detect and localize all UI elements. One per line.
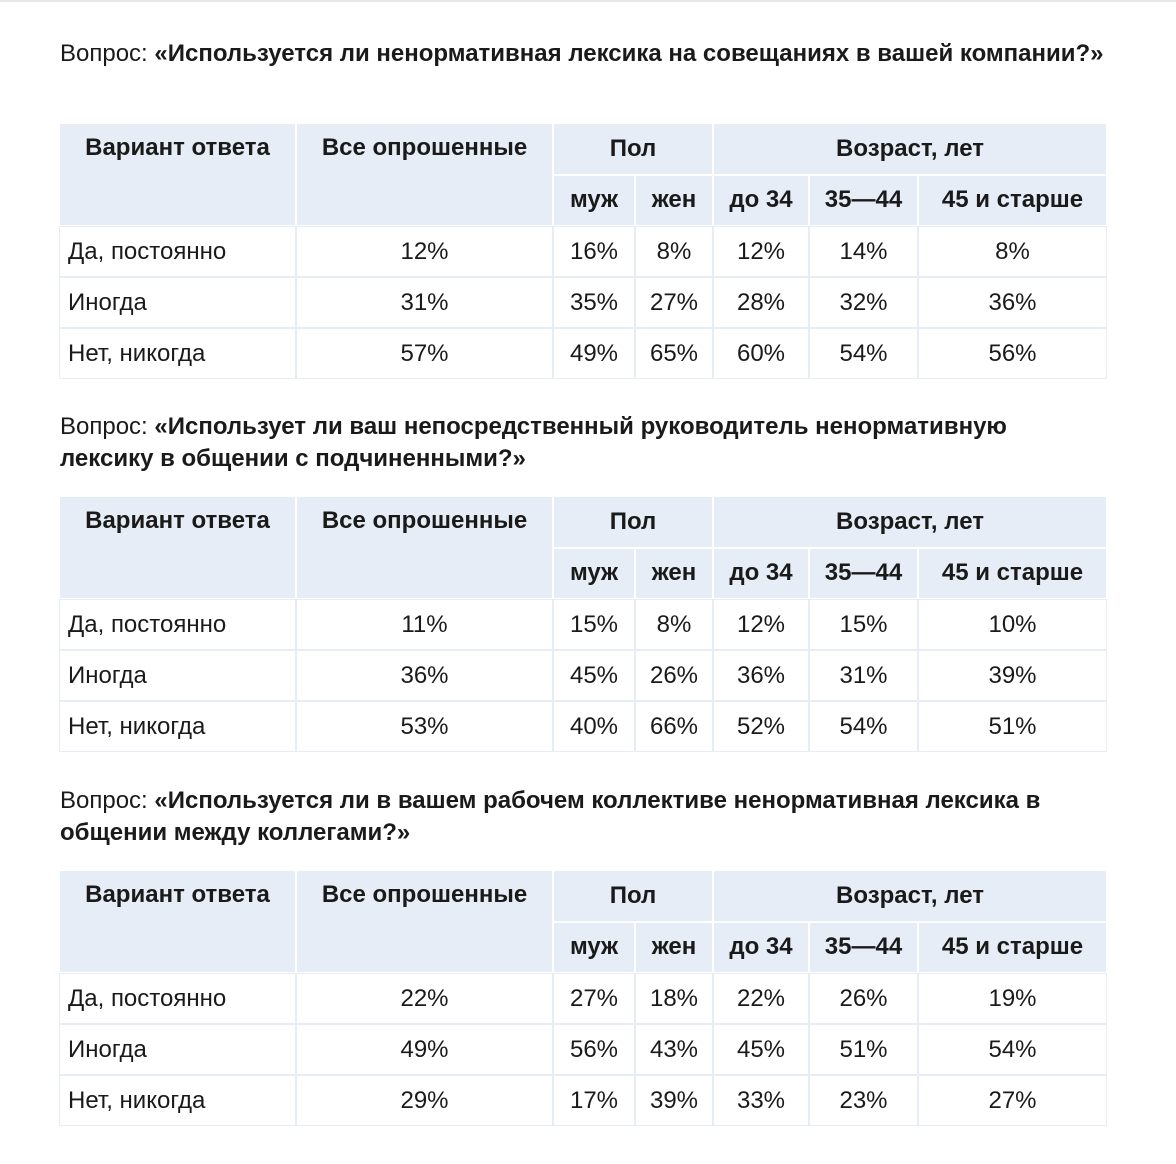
cell-age-45-plus: 10% xyxy=(919,600,1106,649)
cell-age-under-34: 36% xyxy=(714,651,808,700)
row-label: Иногда xyxy=(60,651,295,700)
header-age: Возраст, лет xyxy=(714,497,1106,547)
header-answer: Вариант ответа xyxy=(60,124,295,225)
survey-section-2 xyxy=(60,411,1104,753)
cell-age-35-44: 54% xyxy=(810,702,917,751)
cell-female: 26% xyxy=(636,651,712,700)
table-row xyxy=(60,1025,1106,1074)
table-row xyxy=(60,1076,1106,1125)
header-female: жен xyxy=(636,923,712,973)
cell-male: 56% xyxy=(554,1025,634,1074)
question-text xyxy=(60,411,1104,475)
header-answer: Вариант ответа xyxy=(60,497,295,598)
table-row xyxy=(60,227,1106,276)
cell-female: 39% xyxy=(636,1076,712,1125)
cell-all: 31% xyxy=(297,278,552,327)
survey-section-3 xyxy=(60,785,1104,1127)
cell-male: 35% xyxy=(554,278,634,327)
table-row xyxy=(60,278,1106,327)
cell-age-35-44: 32% xyxy=(810,278,917,327)
cell-age-under-34: 12% xyxy=(714,600,808,649)
cell-age-35-44: 54% xyxy=(810,329,917,378)
header-age-45-plus: 45 и старше xyxy=(919,923,1106,973)
table-row xyxy=(60,702,1106,751)
cell-age-35-44: 31% xyxy=(810,651,917,700)
cell-age-35-44: 14% xyxy=(810,227,917,276)
table-row xyxy=(60,974,1106,1023)
cell-age-45-plus: 51% xyxy=(919,702,1106,751)
top-divider xyxy=(0,0,1176,2)
cell-male: 15% xyxy=(554,600,634,649)
row-label: Да, постоянно xyxy=(60,227,295,276)
cell-age-35-44: 15% xyxy=(810,600,917,649)
survey-section-1 xyxy=(60,38,1104,380)
cell-male: 40% xyxy=(554,702,634,751)
header-age: Возраст, лет xyxy=(714,124,1106,174)
header-age-45-plus: 45 и старше xyxy=(919,549,1106,599)
cell-age-45-plus: 39% xyxy=(919,651,1106,700)
cell-female: 8% xyxy=(636,600,712,649)
row-label: Иногда xyxy=(60,1025,295,1074)
header-male: муж xyxy=(554,923,634,973)
header-male: муж xyxy=(554,176,634,226)
cell-age-under-34: 45% xyxy=(714,1025,808,1074)
question-lead: Вопрос: xyxy=(60,40,148,67)
cell-male: 49% xyxy=(554,329,634,378)
table-row xyxy=(60,600,1106,649)
row-label: Нет, никогда xyxy=(60,702,295,751)
header-sex: Пол xyxy=(554,124,712,174)
cell-age-under-34: 12% xyxy=(714,227,808,276)
cell-age-under-34: 22% xyxy=(714,974,808,1023)
header-all: Все опрошенные xyxy=(297,124,552,225)
header-age-35-44: 35—44 xyxy=(810,923,917,973)
header-sex: Пол xyxy=(554,871,712,921)
header-age-35-44: 35—44 xyxy=(810,549,917,599)
results-table xyxy=(58,122,1108,380)
header-female: жен xyxy=(636,176,712,226)
question-title: «Используется ли в вашем рабочем коллективе ненормативная лексика в общении между коллегами?» xyxy=(60,787,1041,846)
cell-age-45-plus: 8% xyxy=(919,227,1106,276)
table-row xyxy=(60,651,1106,700)
cell-age-under-34: 33% xyxy=(714,1076,808,1125)
header-age-under-34: до 34 xyxy=(714,549,808,599)
cell-age-under-34: 60% xyxy=(714,329,808,378)
cell-age-45-plus: 27% xyxy=(919,1076,1106,1125)
cell-age-35-44: 51% xyxy=(810,1025,917,1074)
cell-male: 27% xyxy=(554,974,634,1023)
header-female: жен xyxy=(636,549,712,599)
cell-female: 27% xyxy=(636,278,712,327)
cell-female: 43% xyxy=(636,1025,712,1074)
cell-male: 17% xyxy=(554,1076,634,1125)
cell-all: 49% xyxy=(297,1025,552,1074)
question-text xyxy=(60,38,1104,102)
cell-age-under-34: 52% xyxy=(714,702,808,751)
cell-age-35-44: 23% xyxy=(810,1076,917,1125)
header-male: муж xyxy=(554,549,634,599)
cell-all: 22% xyxy=(297,974,552,1023)
question-title: «Использует ли ваш непосредственный руководитель ненормативную лексику в общении с подчиненными?» xyxy=(60,413,1007,472)
cell-age-45-plus: 56% xyxy=(919,329,1106,378)
cell-all: 36% xyxy=(297,651,552,700)
row-label: Да, постоянно xyxy=(60,974,295,1023)
header-age-35-44: 35—44 xyxy=(810,176,917,226)
row-label: Да, постоянно xyxy=(60,600,295,649)
results-table xyxy=(58,869,1108,1127)
cell-age-45-plus: 19% xyxy=(919,974,1106,1023)
cell-age-35-44: 26% xyxy=(810,974,917,1023)
results-table xyxy=(58,495,1108,753)
header-sex: Пол xyxy=(554,497,712,547)
cell-all: 53% xyxy=(297,702,552,751)
cell-all: 12% xyxy=(297,227,552,276)
cell-female: 18% xyxy=(636,974,712,1023)
question-text xyxy=(60,785,1104,849)
cell-female: 65% xyxy=(636,329,712,378)
cell-all: 11% xyxy=(297,600,552,649)
row-label: Нет, никогда xyxy=(60,329,295,378)
question-lead: Вопрос: xyxy=(60,787,148,814)
header-age-45-plus: 45 и старше xyxy=(919,176,1106,226)
header-age-under-34: до 34 xyxy=(714,923,808,973)
header-all: Все опрошенные xyxy=(297,497,552,598)
row-label: Нет, никогда xyxy=(60,1076,295,1125)
header-all: Все опрошенные xyxy=(297,871,552,972)
cell-male: 45% xyxy=(554,651,634,700)
table-row xyxy=(60,329,1106,378)
header-age: Возраст, лет xyxy=(714,871,1106,921)
cell-age-45-plus: 54% xyxy=(919,1025,1106,1074)
header-answer: Вариант ответа xyxy=(60,871,295,972)
header-age-under-34: до 34 xyxy=(714,176,808,226)
question-title: «Используется ли ненормативная лексика на совещаниях в вашей компании?» xyxy=(154,40,1104,67)
cell-age-45-plus: 36% xyxy=(919,278,1106,327)
cell-female: 66% xyxy=(636,702,712,751)
cell-all: 29% xyxy=(297,1076,552,1125)
row-label: Иногда xyxy=(60,278,295,327)
question-lead: Вопрос: xyxy=(60,413,148,440)
cell-male: 16% xyxy=(554,227,634,276)
cell-age-under-34: 28% xyxy=(714,278,808,327)
cell-female: 8% xyxy=(636,227,712,276)
cell-all: 57% xyxy=(297,329,552,378)
